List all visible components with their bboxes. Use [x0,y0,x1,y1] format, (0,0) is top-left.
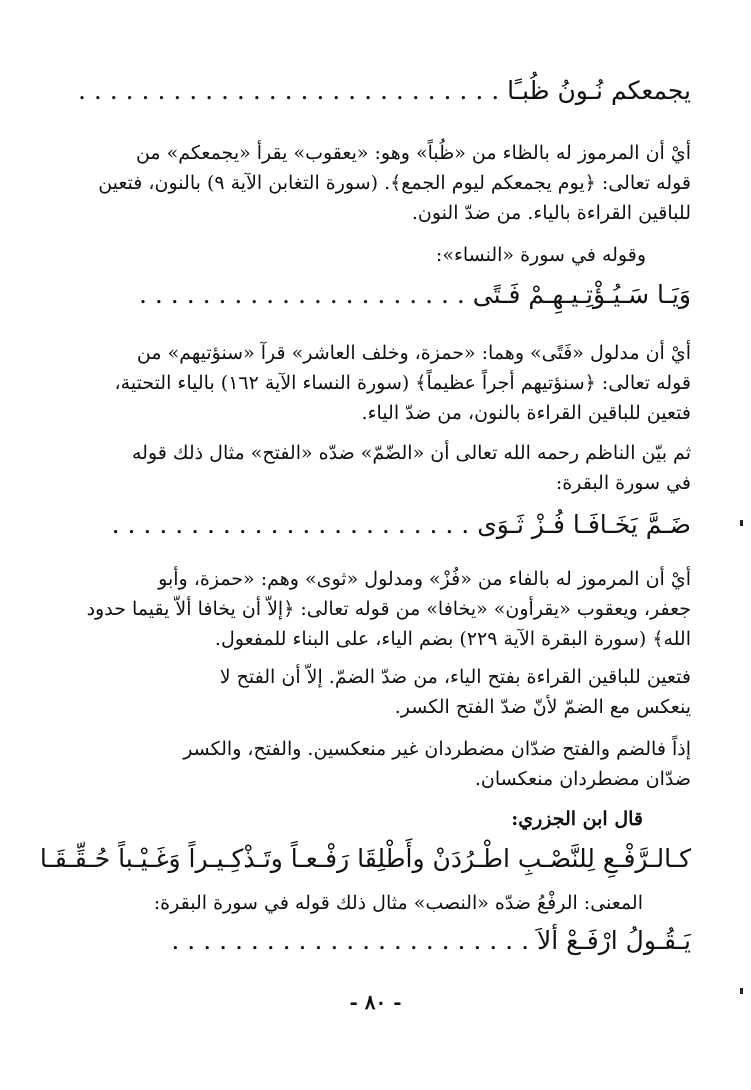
scan-edge-mark [740,988,743,994]
text-line: للباقين القراءة بالياء. من ضدّ النون. [411,202,691,224]
page-number: - ٨٠ - [349,990,402,1014]
scan-edge-mark [740,520,743,526]
text-line: ينعكس مع الضمّ لأنّ ضدّ الفتح الكسر. [394,696,691,718]
text-line: إذاً فالضم والفتح ضدّان مضطردان غير منعكسين. والفتح، والكسر [183,738,691,760]
text-line: أيْ أن المرموز له بالظاء من «ظُباً» وهو: «يعقوب» يقرأ «يجمعكم» من [135,142,691,164]
verse-line: ضَـمَّ يَخَـافَـا فُـزْ ثَـوَى . . . . . . . . . . . . . . . . . . . . . . . [111,510,691,539]
section-heading: قال ابن الجزري: [511,808,643,830]
text-line: قوله تعالى: ﴿يوم يجمعكم ليوم الجمع﴾. (سورة التغابن الآية ٩) بالنون، فتعين [98,172,691,194]
verse-line: وَيَـا سَـيُـؤْتِـيـهِـمْ فَـتًى . . . . . . . . . . . . . . . . . . . . . [139,280,691,309]
text-line: المعنى: الرفْعُ ضدّه «النصب» مثال ذلك قوله في سورة البقرة: [153,892,643,914]
text-line: أيْ أن مدلول «فَتًى» وهما: «حمزة، وخلف العاشر» قرآ «سنؤتيهم» من [136,342,691,364]
text-line: قوله تعالى: ﴿سنؤتيهم أجراً عظيماً﴾ (سورة النساء الآية ١٦٢) بالياء التحتية، [114,372,691,394]
text-line: فتعين للباقين القراءة بفتح الياء، من ضدّ الضمّ. إلاّ أن الفتح لا [219,666,691,688]
text-line: في سورة البقرة: [555,472,691,494]
verse-line: كـالـرَّفْـعِ لِلنَّصْـبِ اطْـرُدَنْ وأَطْلِقَا رَفْـعـاً وتَـذْكِـيـراً وَغَـيْـباً حُـقِّـقَـا [39,844,691,873]
text-line: وقوله في سورة «النساء»: [435,244,646,266]
verse-line: يَـقُـولُ ارْفَـعْ ألاَ . . . . . . . . . . . . . . . . . . . . . . . [171,926,691,955]
text-line: أيْ أن المرموز له بالفاء من «فُزْ» ومدلول «ثوى» وهم: «حمزة، وأبو [158,568,691,590]
text-line: جعفر، ويعقوب «يقرأون» «يخافا» من قوله تعالى: ﴿إلاّ أن يخافا ألاّ يقيما حدود [86,598,691,620]
text-line: ضدّان مضطردان منعكسان. [474,768,691,790]
verse-line: يجمعكم نُـونُ ظُبـًا . . . . . . . . . . . . . . . . . . . . . . . . . . . [77,76,691,105]
text-line: ثم بيّن الناظم رحمه الله تعالى أن «الضّمّ» ضدّه «الفتح» مثال ذلك قوله [131,442,691,464]
text-line: الله﴾ (سورة البقرة الآية ٢٢٩) بضم الياء، على البناء للمفعول. [214,628,691,650]
text-line: فتعين للباقين القراءة بالنون، من ضدّ الياء. [361,402,691,424]
